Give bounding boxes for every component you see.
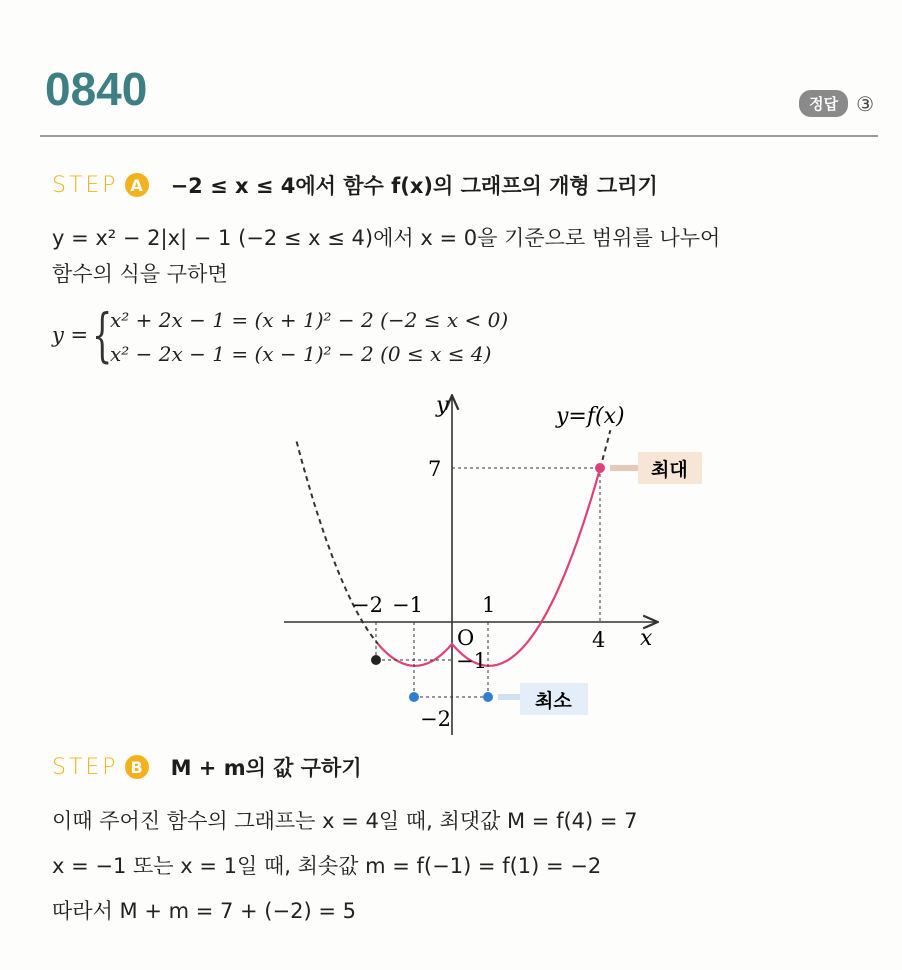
curve-label: y=f(x) [556, 404, 625, 429]
step-b-letter: B [125, 755, 149, 779]
step-b-heading [52, 752, 362, 782]
step-a-title: −2 ≤ x ≤ 4에서 함수 f(x)의 그래프의 개형 그리기 [170, 174, 658, 198]
answer-value: ③ [856, 91, 874, 116]
step-a-line-2: 함수의 식을 구하면 [52, 262, 228, 286]
x-tick-4: 4 [592, 628, 606, 652]
x-tick-1: 1 [482, 593, 496, 617]
dashed-extension-right [600, 430, 610, 469]
x-tick-neg2: −2 [352, 593, 383, 617]
x-axis-label: x [640, 626, 653, 651]
step-b-label: STEP [52, 754, 119, 780]
step-b-line-3: 따라서 M + m = 7 + (−2) = 5 [52, 899, 356, 923]
max-tag: 최대 [651, 459, 688, 481]
min-tag: 최소 [535, 690, 572, 712]
y-tick-neg1: −1 [456, 649, 487, 673]
piecewise-case-1: x² + 2x − 1 = (x + 1)² − 2 (−2 ≤ x < 0) [110, 308, 509, 332]
step-a-letter: A [125, 173, 149, 197]
step-a-label: STEP [52, 172, 119, 198]
y-tick-7: 7 [428, 457, 442, 481]
piecewise-label: y = [52, 323, 89, 347]
step-a-line-1: y = x² − 2|x| − 1 (−2 ≤ x ≤ 4)에서 x = 0을 기준으로 범위를 나누어 [52, 226, 721, 250]
y-axis-label: y [436, 393, 449, 418]
piecewise-brace: { [92, 301, 113, 369]
problem-number: 0840 [45, 63, 148, 115]
endpoint-left [371, 655, 381, 665]
answer-badge: 정답 [799, 90, 848, 117]
x-tick-neg1: −1 [392, 593, 423, 617]
y-tick-neg2: −2 [420, 707, 451, 731]
step-b-line-2: x = −1 또는 x = 1일 때, 최솟값 m = f(−1) = f(1) = −2 [52, 854, 602, 878]
origin-label: O [457, 626, 475, 650]
max-point [595, 463, 605, 473]
min-point-1 [483, 692, 493, 702]
min-point-neg1 [409, 692, 419, 702]
step-b-title: M + m의 값 구하기 [170, 756, 362, 780]
step-b-line-1: 이때 주어진 함수의 그래프는 x = 4일 때, 최댓값 M = f(4) = 7 [52, 809, 638, 833]
piecewise-case-2: x² − 2x − 1 = (x − 1)² − 2 (0 ≤ x ≤ 4) [110, 342, 492, 366]
function-curve [378, 469, 600, 666]
